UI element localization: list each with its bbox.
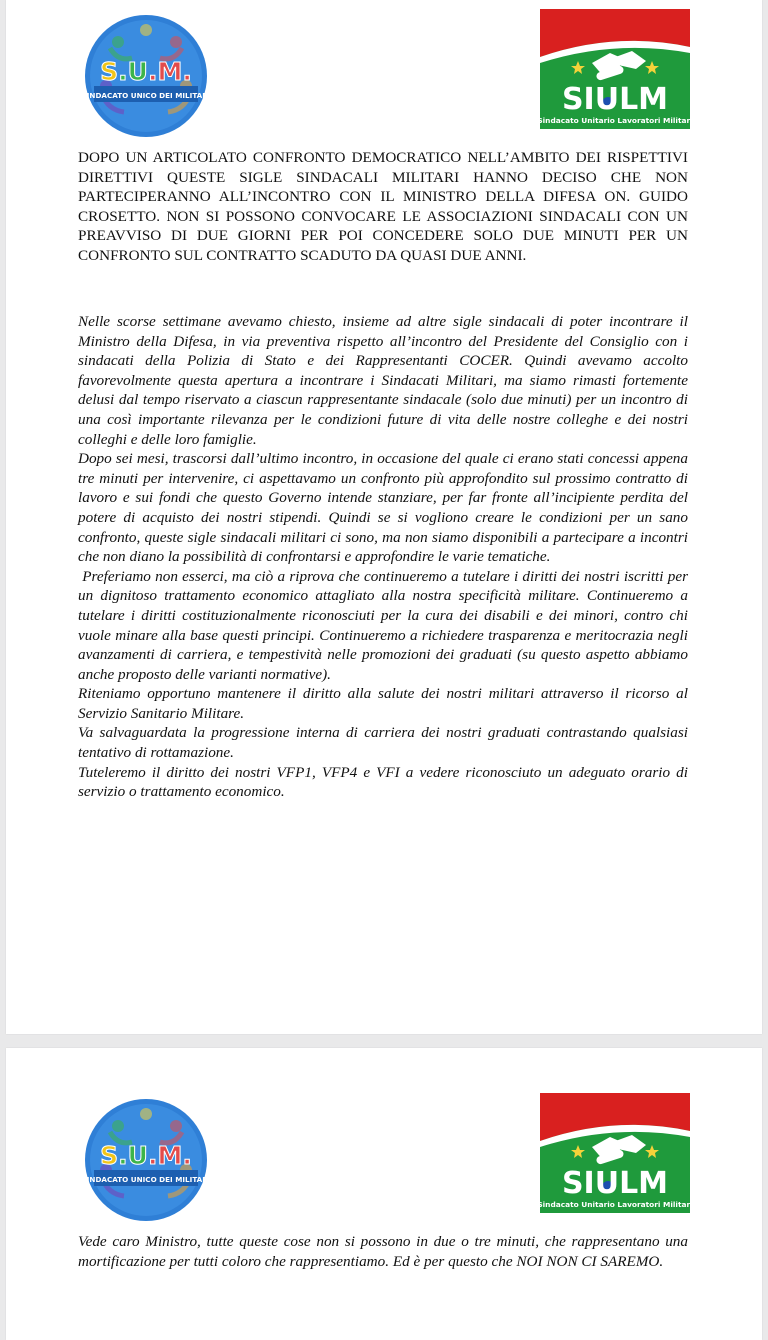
siulm-logo-name: Sindacato Unitario Lavoratori Militari bbox=[540, 116, 690, 125]
paragraph-5: Va salvaguardata la progressione interna di carriera dei nostri graduati contrastando qualsiasi tentativo di rottamazione. bbox=[78, 724, 688, 762]
sum-dot-2: . bbox=[147, 1141, 158, 1170]
siulm-logo-name: Sindacato Unitario Lavoratori Militari bbox=[540, 1200, 690, 1209]
sum-dot-1: . bbox=[118, 57, 128, 86]
sum-logo-name: SINDACATO UNICO DEI MILITARI bbox=[84, 91, 208, 100]
siulm-logo bbox=[540, 1093, 690, 1213]
document-page-1 bbox=[6, 0, 762, 1034]
svg-text:S.U.M. bbox=[100, 57, 192, 86]
heading-statement: DOPO UN ARTICOLATO CONFRONTO DEMOCRATICO NELL’AMBITO DEI RISPETTIVI DIRETTIVI QUESTE SIGLE SINDACALI MILITARI HANNO DECISO CHE NON PARTECIPERANNO ALL’INCONTRO CON IL MINISTRO DELLA DIFESA ON. GUIDO CROSETTO. NON SI POSSONO CONVOCARE LE ASSOCIAZIONI SINDACALI CON UN PREAVVISO DI DUE GIORNI PER POI CONCEDERE SOLO DUE MINUTI PER UN CONFRONTO SUL CONTRATTO SCADUTO DA QUASI DUE ANNI. bbox=[78, 149, 688, 264]
paragraph-2: Dopo sei mesi, trascorsi dall’ultimo incontro, in occasione del quale ci erano stati concessi appena tre minuti per intervenire, ci aspettavamo un confronto più approfondito sul prossimo contratto di lavoro e sui fondi che questo Governo intende stanziare, per far fronte all’incipiente perdita del potere di acquisto dei nostri stipendi. Quindi se si vogliono creare le condizioni per un sano confronto, queste sigle sindacali militari ci sono, ma non siamo disponibili a partecipare a incontri che non diano la possibilità di confrontarsi e approfondire le varie tematiche. bbox=[78, 450, 688, 566]
sum-dot-3: . bbox=[182, 57, 192, 86]
siulm-logo-graphic bbox=[540, 9, 690, 129]
siulm-logo-abbr: SIULM bbox=[561, 1166, 669, 1201]
siulm-logo-graphic bbox=[540, 1093, 690, 1213]
sum-letter-s: S bbox=[100, 1141, 119, 1170]
sum-logo bbox=[84, 14, 208, 138]
sum-dot-2: . bbox=[147, 57, 158, 86]
sum-letter-s: S bbox=[100, 57, 119, 86]
sum-letter-m: M bbox=[157, 1141, 183, 1170]
sum-letter-m: M bbox=[157, 57, 183, 86]
sum-logo-graphic bbox=[84, 1098, 208, 1222]
sum-logo-graphic bbox=[84, 14, 208, 138]
siulm-logo bbox=[540, 9, 690, 129]
siulm-logo-abbr: SIULM bbox=[561, 82, 669, 117]
sum-letter-u: U bbox=[127, 57, 148, 86]
paragraph-6: Tuteleremo il diritto dei nostri VFP1, VFP4 e VFI a vedere riconosciuto un adeguato orario di servizio o trattamento economico. bbox=[78, 763, 688, 801]
svg-text:S.U.M. bbox=[100, 1141, 192, 1170]
paragraph-3: Preferiamo non esserci, ma ciò a riprova che continueremo a tutelare i diritti dei nostri iscritti per un dignitoso trattamento economico attagliato alla nostra specificità militare. Continueremo a tutelare i diritti costituzionalmente riconosciuti per la cura dei disabili e dei minori, contro chi vuole minare alla base questi principi. Continueremo a richiedere trasparenza e meritocrazia negli avanzamenti di carriera, e tempestività nelle promozioni dei graduati (su questo aspetto abbiamo anche proposto delle varianti normative). bbox=[78, 567, 692, 683]
sum-logo bbox=[84, 1098, 208, 1222]
paragraph-4: Riteniamo opportuno mantenere il diritto alla salute dei nostri militari attraverso il ricorso al Servizio Sanitario Militare. bbox=[78, 685, 688, 722]
paragraph-1: Nelle scorse settimane avevamo chiesto, insieme ad altre sigle sindacali di poter incontrare il Ministro della Difesa, in via preventiva rispetto all’incontro del Presidente del Consiglio con i sindacati della Polizia di Stato e dei Rappresentanti COCER. Quindi avevamo accolto favorevolmente questa apertura a incontrare i Sindacati Militari, ma siamo rimasti fortemente delusi dal tempo riservato a ciascun rappresentante sindacale (solo due minuti) per un incontro di una così importante rilevanza per le condizioni future di vita delle nostre colleghe e dei nostri colleghi e delle loro famiglie. bbox=[78, 313, 688, 448]
sum-logo-name: SINDACATO UNICO DEI MILITARI bbox=[84, 1175, 208, 1184]
sum-letter-u: U bbox=[127, 1141, 148, 1170]
body-text bbox=[78, 312, 692, 802]
document-page-2 bbox=[6, 1048, 762, 1340]
sum-dot-1: . bbox=[118, 1141, 128, 1170]
sum-dot-3: . bbox=[182, 1141, 192, 1170]
closing-paragraph: Vede caro Ministro, tutte queste cose non si possono in due o tre minuti, che rappresentano una mortificazione per tutti coloro che rappresentiamo. Ed è per questo che NOI NON CI SAREMO. bbox=[78, 1233, 688, 1270]
